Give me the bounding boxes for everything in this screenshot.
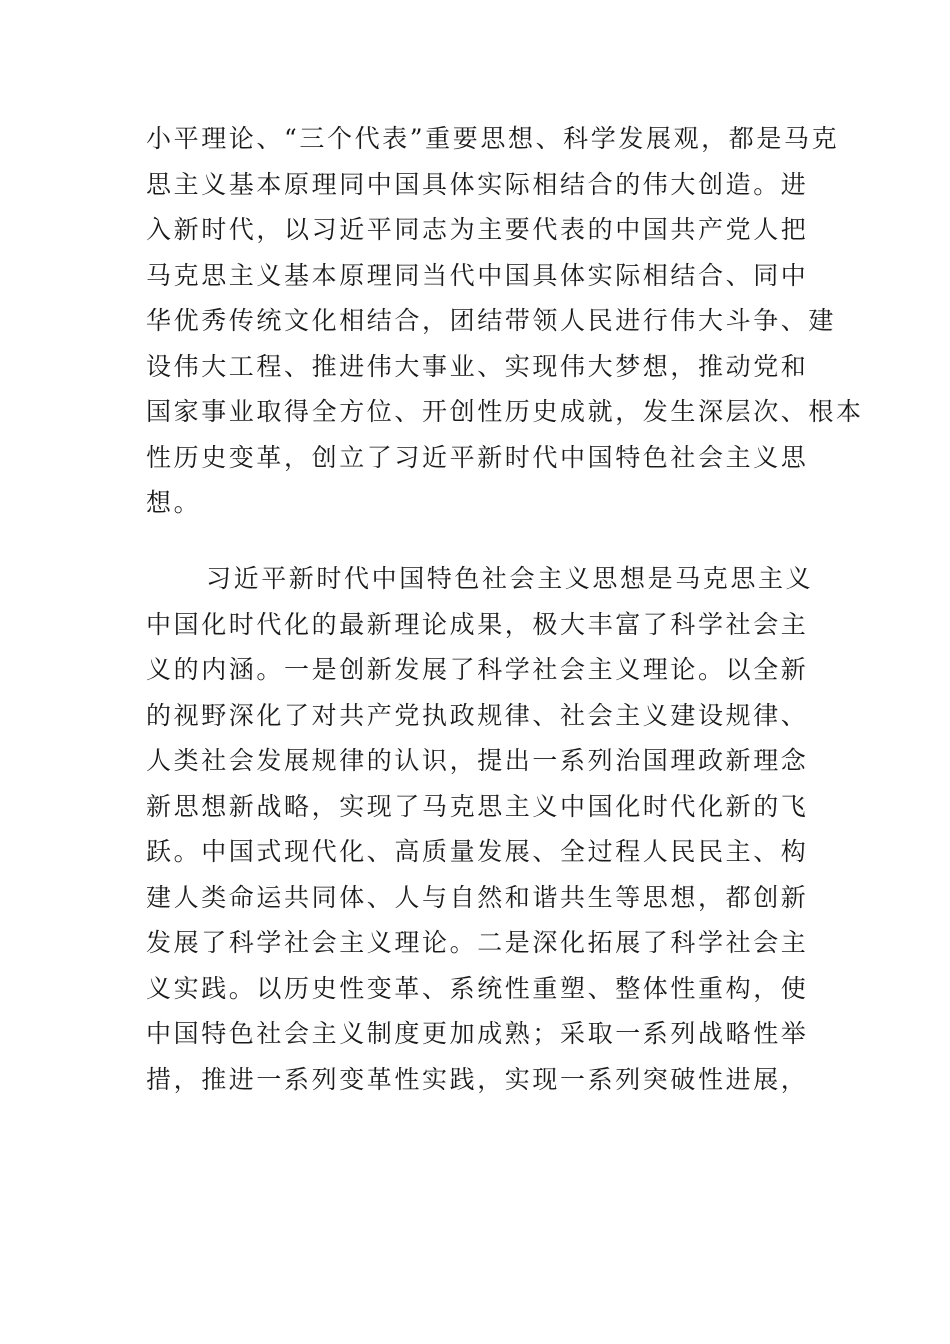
text-line: 中国化时代化的最新理论成果，极大丰富了科学社会主	[146, 609, 809, 639]
text-line: 思主义基本原理同中国具体实际相结合的伟大创造。进	[146, 169, 809, 199]
text-line: 措，推进一系列变革性实践，实现一系列突破性进展，	[146, 1064, 809, 1094]
text-line: 跃。中国式现代化、高质量发展、全过程人民民主、构	[146, 837, 809, 866]
text-line: 义实践。以历史性变革、系统性重塑、整体性重构，使	[146, 973, 809, 1003]
text-line: 新思想新战略，实现了马克思主义中国化时代化新的飞	[146, 791, 809, 821]
text-line: 的视野深化了对共产党执政规律、社会主义建设规律、	[146, 700, 809, 730]
text-line: 性历史变革，创立了习近平新时代中国特色社会主义思	[146, 442, 809, 472]
text-line: 中国特色社会主义制度更加成熟；采取一系列战略性举	[146, 1019, 809, 1048]
text-line: 人类社会发展规律的认识，提出一系列治国理政新理念	[146, 746, 809, 775]
text-line: 国家事业取得全方位、开创性历史成就，发生深层次、根本	[146, 397, 864, 426]
text-line-first-indented: 习近平新时代中国特色社会主义思想是马克思主义	[206, 564, 814, 593]
text-line: 入新时代，以习近平同志为主要代表的中国共产党人把	[146, 215, 809, 244]
text-line: 义的内涵。一是创新发展了科学社会主义理论。以全新	[146, 655, 809, 684]
text-line: 发展了科学社会主义理论。二是深化拓展了科学社会主	[146, 928, 809, 957]
paragraph-2	[146, 556, 826, 1102]
text-line: 马克思主义基本原理同当代中国具体实际相结合、同中	[146, 260, 809, 290]
text-line: 华优秀传统文化相结合，团结带领人民进行伟大斗争、建	[146, 306, 837, 335]
text-line: 小平理论、“三个代表”重要思想、科学发展观，都是马克	[146, 124, 840, 153]
text-line: 建人类命运共同体、人与自然和谐共生等思想，都创新	[146, 882, 809, 912]
paragraph-1	[146, 116, 864, 526]
text-line: 想。	[146, 488, 202, 517]
text-line: 设伟大工程、推进伟大事业、实现伟大梦想，推动党和	[146, 351, 809, 381]
